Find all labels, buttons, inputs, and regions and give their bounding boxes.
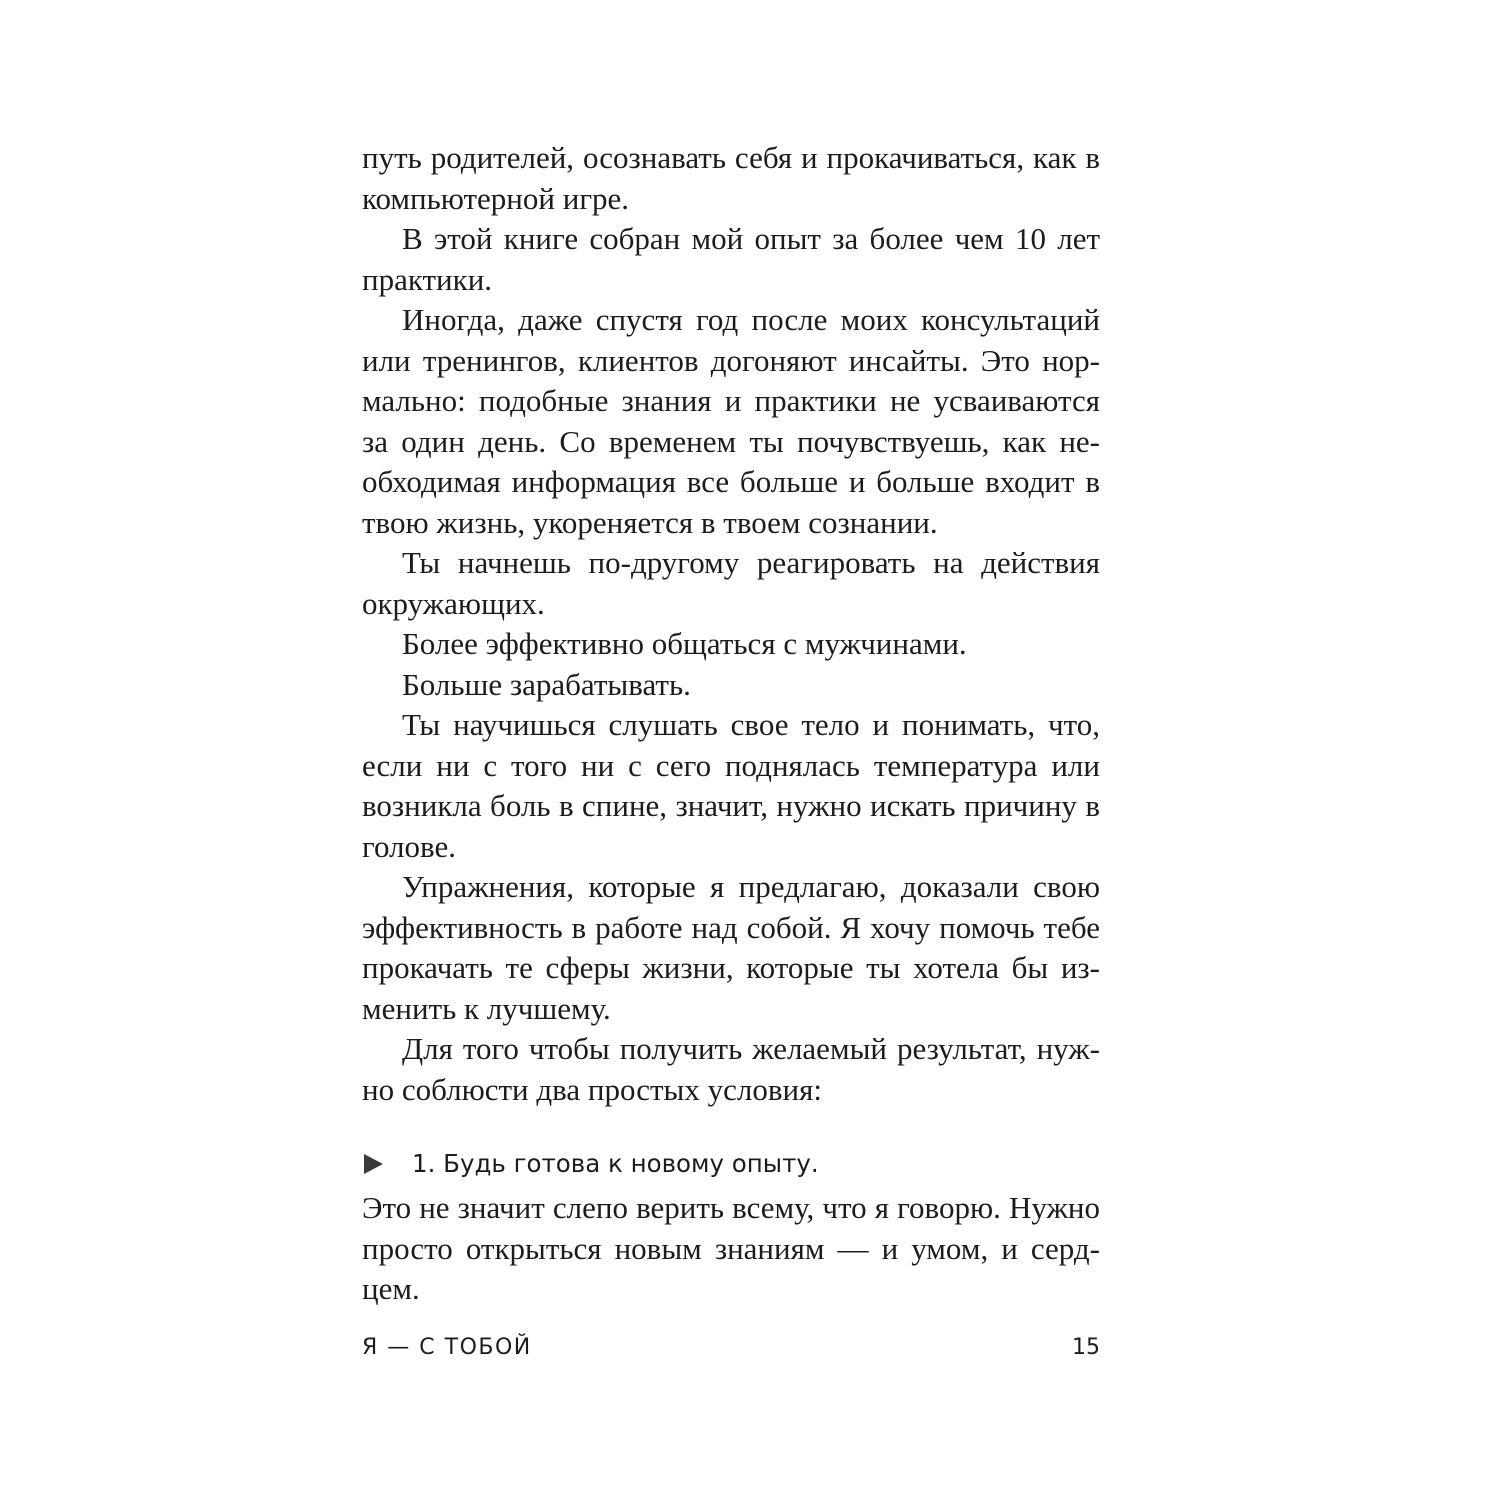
paragraph: Для того чтобы получить желаемый результат, нужно соблюсти два простых условия: [362,1031,1100,1107]
paragraph: Иногда, даже спустя год после моих консультаций или тренингов, клиентов догоняют инсайты. Это нормально: подобные знания и практики не усваиваются за один день. Со временем ты почувствуешь, как необходимая информация все больше и больше входит в твою жизнь, укореняется в твоем сознании. [362,302,1100,540]
page-number: 15 [1072,1335,1100,1360]
paragraph: Упражнения, которые я предлагаю, доказали свою эффективность в работе над собой. Я хочу помочь тебе прокачать те сферы жизни, которые ты хотела бы изменить к лучшему. [362,869,1100,1026]
body-text [362,138,1100,1110]
spacer [362,1110,1100,1144]
paragraph: Это не значит слепо верить всему, что я говорю. Нужно просто открыться новым знаниям — и умом, и сердцем. [362,1190,1100,1306]
triangle-right-icon [364,1154,383,1174]
paragraph: Ты научишься слушать свое тело и понимать, что, если ни с того ни с сего поднялась температура или возникла боль в спине, значит, нужно искать причину в голове. [362,707,1100,864]
list-item-text: 1. Будь готова к новому опыту. [412,1149,819,1178]
body-text-after-list [362,1188,1100,1310]
paragraph: В этой книге собран мой опыт за более чем 10 лет практики. [362,221,1100,297]
book-page [362,138,1100,1378]
list-item [362,1144,1100,1184]
running-head: Я — С ТОБОЙ [362,1335,532,1360]
page-footer [362,1331,1100,1365]
paragraph: Более эффективно общаться с мужчинами. [402,626,967,661]
paragraph: Больше зарабатывать. [402,666,691,702]
paragraph: путь родителей, осознавать себя и прокачиваться, как в компьютерной игре. [362,140,1100,216]
paragraph: Ты начнешь по-другому реагировать на действия окружающих. [362,545,1100,621]
